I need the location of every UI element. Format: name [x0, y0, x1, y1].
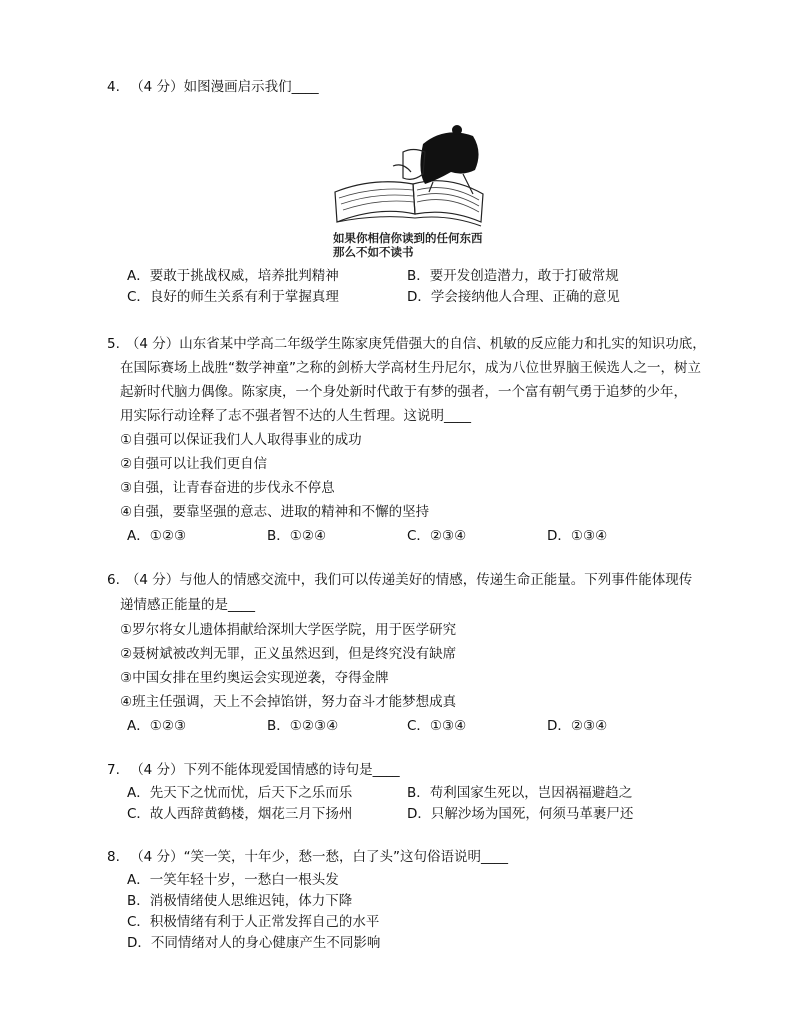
- cartoon-caption-line-2: 那么不如不读书: [333, 245, 414, 259]
- option-a[interactable]: A．一笑年轻十岁，一愁白一根头发: [127, 872, 339, 888]
- statement-3: ③自强，让青春奋进的步伐永不停息: [120, 480, 335, 496]
- option-d[interactable]: D．①③④: [547, 528, 608, 544]
- options-row: [107, 524, 707, 548]
- option-b[interactable]: B．①②④: [267, 528, 327, 544]
- option-a[interactable]: A．①②③: [127, 528, 187, 544]
- cartoon-illustration: [333, 122, 503, 262]
- option-b[interactable]: B．苟利国家生死以，岂因祸福避趋之: [407, 785, 633, 801]
- question-text-line: 用实际行动诠释了志不强者智不达的人生哲理。这说明____: [120, 408, 471, 424]
- statement-1: ①罗尔将女儿遗体捐献给深圳大学医学院，用于医学研究: [120, 622, 457, 638]
- option-a[interactable]: A．先天下之忧而忧，后天下之乐而乐: [127, 785, 353, 801]
- question-number: 5.: [107, 336, 120, 352]
- question-number: 7.: [107, 762, 120, 778]
- question-number: 8.: [107, 849, 120, 865]
- question-text: （4 分）如图漫画启示我们____: [130, 79, 319, 95]
- question-text-line: 在国际赛场上战胜“数学神童”之称的剑桥大学高材生丹尼尔，成为八位世界脑王候选人之一，树立: [120, 360, 701, 376]
- statement-2: ②聂树斌被改判无罪，正义虽然迟到，但是终究没有缺席: [120, 646, 457, 662]
- question-text: （4 分）“笑一笑，十年少，愁一愁，白了头”这句俗语说明____: [130, 849, 509, 865]
- statement-2: ②自强可以让我们更自信: [120, 456, 268, 472]
- reading-cartoon-image: [333, 122, 503, 262]
- question-text-line: （4 分）与他人的情感交流中，我们可以传递美好的情感，传递生命正能量。下列事件能体现传: [125, 572, 693, 588]
- question-stem: [107, 332, 707, 428]
- option-b[interactable]: B．①②③④: [267, 718, 339, 734]
- question-text-line: （4 分）山东省某中学高二年级学生陈家庚凭借强大的自信、机敏的反应能力和扎实的知识功底，: [125, 336, 706, 352]
- options-list: [107, 870, 707, 954]
- question-stem: [107, 568, 707, 618]
- question-5: [107, 332, 707, 548]
- statement-4: ④班主任强调，天上不会掉馅饼，努力奋斗才能梦想成真: [120, 694, 457, 710]
- options-grid: [107, 783, 707, 825]
- question-stem: [107, 75, 707, 100]
- option-b[interactable]: B．要开发创造潜力，敢于打破常规: [407, 268, 619, 284]
- option-c[interactable]: C．积极情绪有利于人正常发挥自己的水平: [127, 914, 380, 930]
- question-stem: [107, 758, 707, 783]
- option-b[interactable]: B．消极情绪使人思维迟钝，体力下降: [127, 893, 353, 909]
- option-c[interactable]: C．①③④: [407, 718, 467, 734]
- option-c[interactable]: C．②③④: [407, 528, 467, 544]
- option-c[interactable]: C．良好的师生关系有利于掌握真理: [127, 289, 339, 305]
- option-d[interactable]: D．只解沙场为国死，何须马革裹尸还: [407, 806, 634, 822]
- question-text-line: 起新时代脑力偶像。陈家庚，一个身处新时代敢于有梦的强者，一个富有朝气勇于追梦的少年，: [120, 384, 687, 400]
- question-4-options: [107, 266, 707, 308]
- option-a[interactable]: A．要敢于挑战权威，培养批判精神: [127, 268, 339, 284]
- option-d[interactable]: D．学会接纳他人合理、正确的意见: [407, 289, 620, 305]
- cartoon-caption-line-1: 如果你相信你读到的任何东西: [333, 231, 483, 245]
- question-number: 4.: [107, 79, 120, 95]
- option-d[interactable]: D．②③④: [547, 718, 608, 734]
- question-7: [107, 758, 707, 825]
- option-a[interactable]: A．①②③: [127, 718, 187, 734]
- question-4: [107, 75, 707, 100]
- question-text: （4 分）下列不能体现爱国情感的诗句是____: [130, 762, 400, 778]
- options-grid: [107, 266, 707, 308]
- statement-4: ④自强，要靠坚强的意志、进取的精神和不懈的坚持: [120, 504, 430, 520]
- question-text-line: 递情感正能量的是____: [120, 597, 255, 613]
- question-8: [107, 845, 707, 954]
- question-stem: [107, 845, 707, 870]
- statement-3: ③中国女排在里约奥运会实现逆袭，夺得金牌: [120, 670, 389, 686]
- question-number: 6.: [107, 572, 120, 588]
- question-6: [107, 568, 707, 738]
- options-row: [107, 714, 707, 738]
- option-c[interactable]: C．故人西辞黄鹤楼，烟花三月下扬州: [127, 806, 353, 822]
- option-d[interactable]: D．不同情绪对人的身心健康产生不同影响: [127, 935, 381, 951]
- statement-1: ①自强可以保证我们人人取得事业的成功: [120, 432, 362, 448]
